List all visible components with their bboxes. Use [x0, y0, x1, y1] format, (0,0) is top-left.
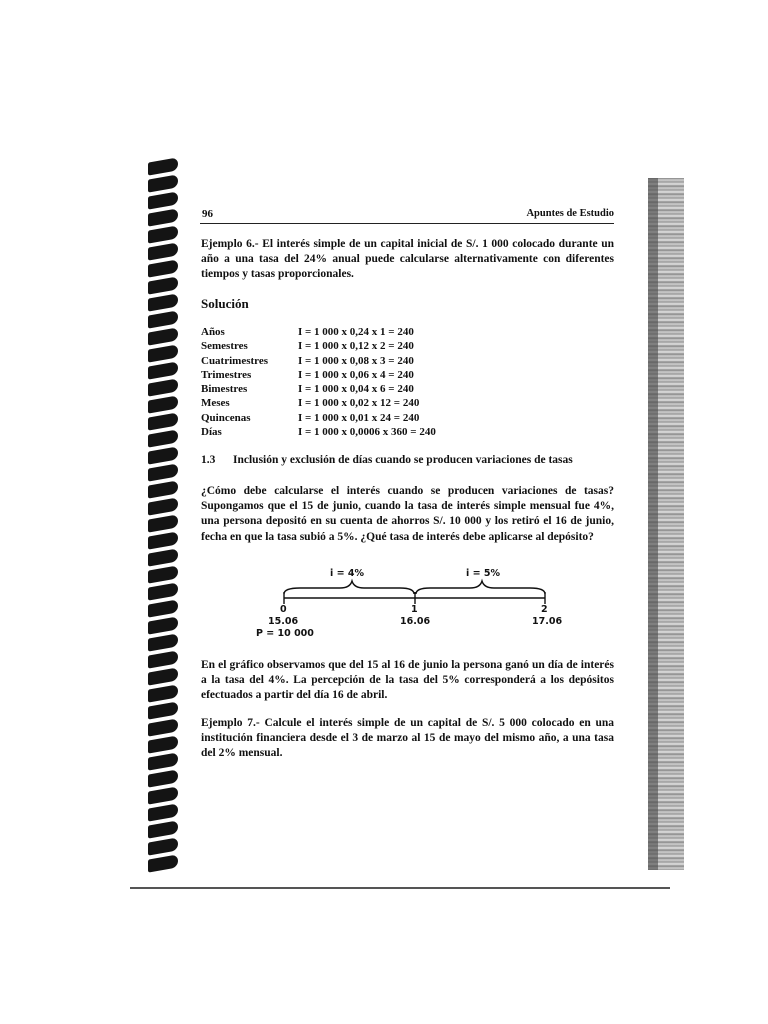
- example-7-text: Calcule el interés simple de un capital de S/. 5 000 colocado en una institución financiera desde el 3 de marzo al 15 de mayo del mismo año, a una tasa del 2% mensual.: [201, 717, 615, 760]
- example-7-paragraph: [201, 716, 614, 762]
- example-6-paragraph: [201, 237, 614, 283]
- calc-row: [201, 326, 501, 340]
- page-edge-shadow: [648, 178, 684, 870]
- spiral-coil: [148, 259, 178, 277]
- calc-formula: I = 1 000 x 0,02 x 12 = 240: [298, 397, 420, 410]
- spiral-coil: [148, 514, 178, 532]
- calc-formula: I = 1 000 x 0,0006 x 360 = 240: [298, 426, 436, 439]
- spiral-coil: [148, 480, 178, 498]
- spiral-coil: [148, 446, 178, 464]
- page-number: 96: [202, 208, 213, 220]
- question-paragraph: ¿Cómo debe calcularse el interés cuando se producen variaciones de tasas? Supongamos que el 15 de junio, cuando la tasa de interés simple mensual fue 4%, una persona depositó en su cuenta de ahorros S/. 10 000 y los retiró el 16 de junio, fecha en que la tasa subió a 5%. ¿Qué tasa de interés debe aplicarse al depósito?: [201, 485, 614, 543]
- spiral-coil: [148, 616, 178, 634]
- spiral-binding: [148, 160, 182, 880]
- spiral-coil: [148, 599, 178, 617]
- example-6-text: El interés simple de un capital inicial de S/. 1 000 colocado durante un año a una tasa del 24% anual puede calcularse alternativamente con diferentes tiempos y tasas proporcionales.: [201, 238, 615, 281]
- calc-row: [201, 369, 501, 383]
- spiral-coil: [148, 752, 178, 770]
- spiral-coil: [148, 684, 178, 702]
- page-bottom-edge: [130, 887, 670, 889]
- calc-period: Quincenas: [201, 411, 251, 424]
- spiral-coil: [148, 293, 178, 311]
- calc-row: [201, 397, 501, 411]
- spiral-coil: [148, 412, 178, 430]
- spiral-coil: [148, 378, 178, 396]
- rate-label-1: i = 4%: [330, 568, 364, 579]
- tick-label-2: 2: [541, 604, 548, 615]
- principal-label: P = 10 000: [256, 628, 314, 639]
- timeline-diagram: [240, 568, 570, 648]
- spiral-coil: [148, 582, 178, 600]
- spiral-coil: [148, 225, 178, 243]
- calc-formula: I = 1 000 x 0,06 x 4 = 240: [298, 368, 414, 381]
- spiral-coil: [148, 310, 178, 328]
- spiral-coil: [148, 854, 178, 872]
- brace-1: [284, 581, 414, 594]
- calc-formula: I = 1 000 x 0,01 x 24 = 240: [298, 411, 420, 424]
- calc-period: Cuatrimestres: [201, 354, 268, 367]
- rate-label-2: i = 5%: [466, 568, 500, 579]
- spiral-coil: [148, 548, 178, 566]
- spiral-coil: [148, 429, 178, 447]
- date-label-1: 16.06: [400, 616, 431, 627]
- spiral-coil: [148, 820, 178, 838]
- section-title-text: Inclusión y exclusión de días cuando se producen variaciones de tasas: [233, 454, 573, 466]
- calculation-table: [201, 326, 501, 440]
- calc-row: [201, 426, 501, 440]
- spiral-coil: [148, 276, 178, 294]
- spiral-coil: [148, 718, 178, 736]
- header-rule: [200, 223, 614, 224]
- calc-period: Años: [201, 326, 225, 338]
- brace-2: [416, 581, 545, 594]
- example-7-label: Ejemplo 7.-: [201, 717, 260, 729]
- section-heading: [201, 454, 614, 466]
- spiral-coil: [148, 650, 178, 668]
- tick-label-1: 1: [411, 604, 418, 615]
- calc-period: Semestres: [201, 340, 248, 353]
- date-label-2: 17.06: [532, 616, 563, 627]
- calc-period: Días: [201, 426, 222, 439]
- calc-period: Meses: [201, 397, 230, 410]
- spiral-coil: [148, 633, 178, 651]
- spiral-coil: [148, 191, 178, 209]
- example-6-label: Ejemplo 6.-: [201, 238, 259, 250]
- tick-label-0: 0: [280, 604, 287, 615]
- calc-row: [201, 340, 501, 354]
- spiral-coil: [148, 786, 178, 804]
- calc-formula: I = 1 000 x 0,24 x 1 = 240: [298, 326, 414, 338]
- solution-title: Solución: [201, 296, 249, 311]
- spiral-coil: [148, 735, 178, 753]
- spiral-coil: [148, 395, 178, 413]
- spiral-coil: [148, 344, 178, 362]
- spiral-coil: [148, 769, 178, 787]
- spiral-coil: [148, 208, 178, 226]
- calc-formula: I = 1 000 x 0,08 x 3 = 240: [298, 354, 414, 367]
- spiral-coil: [148, 361, 178, 379]
- calc-formula: I = 1 000 x 0,04 x 6 = 240: [298, 383, 414, 396]
- calc-formula: I = 1 000 x 0,12 x 2 = 240: [298, 340, 414, 353]
- calc-period: Trimestres: [201, 368, 252, 381]
- section-number: 1.3: [201, 454, 216, 466]
- spiral-coil: [148, 174, 178, 192]
- spiral-coil: [148, 157, 178, 175]
- spiral-coil: [148, 667, 178, 685]
- spiral-coil: [148, 803, 178, 821]
- spiral-coil: [148, 531, 178, 549]
- spiral-coil: [148, 463, 178, 481]
- spiral-coil: [148, 837, 178, 855]
- date-label-0: 15.06: [268, 616, 299, 627]
- spiral-coil: [148, 327, 178, 345]
- spiral-coil: [148, 242, 178, 260]
- calc-row: [201, 355, 501, 369]
- spiral-coil: [148, 565, 178, 583]
- running-title: Apuntes de Estudio: [526, 208, 614, 219]
- explanation-paragraph: En el gráfico observamos que del 15 al 16 de junio la persona ganó un día de interés a la tasa del 4%. La percepción de la tasa del 5% corresponderá a los depósitos efectuados a partir del día 16 de abril.: [201, 659, 614, 702]
- calc-row: [201, 412, 501, 426]
- calc-period: Bimestres: [201, 383, 248, 396]
- spiral-coil: [148, 701, 178, 719]
- calc-row: [201, 383, 501, 397]
- spiral-coil: [148, 497, 178, 515]
